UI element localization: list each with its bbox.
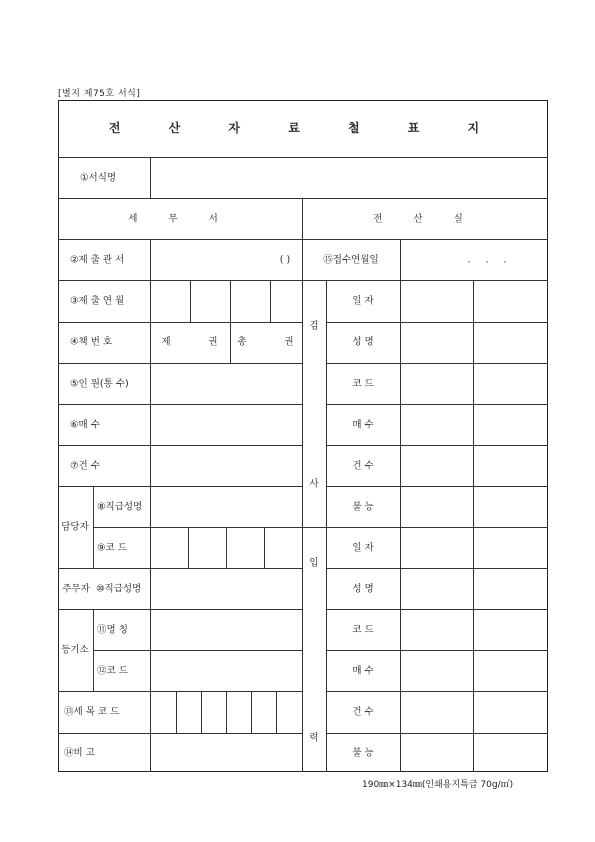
divider <box>58 486 302 487</box>
divider <box>93 650 302 651</box>
form-frame <box>58 100 548 772</box>
divider <box>58 363 302 364</box>
divider <box>326 280 327 772</box>
divider <box>58 609 302 610</box>
registry-name-label: ⑪명 칭 <box>97 624 128 636</box>
book-number-label: ④책 번 호 <box>70 336 113 348</box>
inspection-pages-label: 매 수 <box>352 419 374 431</box>
book-number-vol: 제 <box>161 336 171 348</box>
remarks-label: ⑭비 고 <box>64 747 95 759</box>
inspection-date-label: 일 자 <box>352 295 374 307</box>
divider <box>326 733 548 734</box>
divider <box>58 733 302 734</box>
divider <box>58 280 548 281</box>
divider <box>150 157 151 198</box>
form-name-label: ①서식명 <box>80 172 117 184</box>
divider <box>326 568 548 569</box>
divider <box>400 280 401 772</box>
divider <box>188 527 189 568</box>
code-label: ⑫코 드 <box>97 665 128 677</box>
divider <box>58 445 302 446</box>
paper-spec-note: 190㎜×134㎜(인쇄용지특급 70g/㎡) <box>362 780 514 790</box>
rank-name-label: ⑧직급성명 <box>97 501 143 513</box>
input-date-label: 일 자 <box>352 542 374 554</box>
book-number-total: 총 <box>237 336 247 348</box>
input-char: 력 <box>309 732 319 744</box>
divider <box>226 691 227 733</box>
submitting-office-label: ②제 출 관 서 <box>70 254 125 266</box>
divider <box>326 322 548 323</box>
rank-name-label: ⑩직급성명 <box>96 583 142 595</box>
input-char: 입 <box>309 557 319 569</box>
divider <box>326 691 548 692</box>
person-in-charge-label: 담당자 <box>61 521 89 533</box>
divider <box>58 198 548 199</box>
divider <box>326 404 548 405</box>
divider <box>58 157 548 158</box>
divider <box>230 322 231 363</box>
divider <box>58 322 302 323</box>
manager-label: 주무자 <box>62 583 90 595</box>
inspection-items-label: 건 수 <box>352 460 374 472</box>
received-date-label: ⑮접수연월일 <box>323 254 379 266</box>
submitting-office-paren: ( ) <box>279 254 291 266</box>
input-items-label: 건 수 <box>352 706 374 718</box>
input-name-label: 성 명 <box>352 583 374 595</box>
input-failed-label: 불 능 <box>352 747 374 759</box>
pages-label: ⑥매 수 <box>70 419 100 431</box>
tax-office-section-label: 세 무 서 <box>128 213 232 225</box>
divider <box>58 404 302 405</box>
divider <box>326 445 548 446</box>
divider <box>150 239 151 772</box>
divider <box>302 527 548 528</box>
input-pages-label: 매 수 <box>352 665 374 677</box>
form-number-label: [별지 제75호 서식] <box>58 89 141 99</box>
divider <box>302 198 303 772</box>
registry-label: 등기소 <box>61 644 89 656</box>
divider <box>58 239 548 240</box>
tax-item-code-label: ⑬세 목 코 드 <box>64 706 120 718</box>
inspection-failed-label: 불 능 <box>352 501 374 513</box>
print-count-label: ⑤인 원(통 수) <box>70 378 129 390</box>
divider <box>400 239 401 280</box>
computing-section-label: 전 산 실 <box>373 213 477 225</box>
divider <box>190 280 191 322</box>
divider <box>226 527 227 568</box>
divider <box>326 650 548 651</box>
divider <box>230 280 231 322</box>
book-number-unit-2: 권 <box>284 336 294 348</box>
divider <box>251 691 252 733</box>
divider <box>264 527 265 568</box>
divider <box>473 280 474 772</box>
code-label: ⑨코 드 <box>97 542 127 554</box>
divider <box>326 609 548 610</box>
divider <box>176 691 177 733</box>
items-label: ⑦건 수 <box>70 460 100 472</box>
divider <box>93 486 94 568</box>
divider <box>270 280 271 322</box>
inspection-name-label: 성 명 <box>352 336 374 348</box>
divider <box>326 363 548 364</box>
divider <box>201 691 202 733</box>
inspection-code-label: 코 드 <box>352 378 374 390</box>
form-title: 전 산 자 료 철 표 지 <box>108 121 502 135</box>
divider <box>93 527 302 528</box>
divider <box>58 691 302 692</box>
divider <box>93 609 94 691</box>
divider <box>326 486 548 487</box>
submit-year-month-label: ③제 출 연 월 <box>70 295 125 307</box>
divider <box>58 568 302 569</box>
book-number-unit: 권 <box>208 336 218 348</box>
inspection-char: 검 <box>309 320 319 332</box>
received-date-value: . . . <box>467 254 513 266</box>
input-code-label: 코 드 <box>352 624 374 636</box>
inspection-char: 사 <box>309 478 319 490</box>
divider <box>276 691 277 733</box>
